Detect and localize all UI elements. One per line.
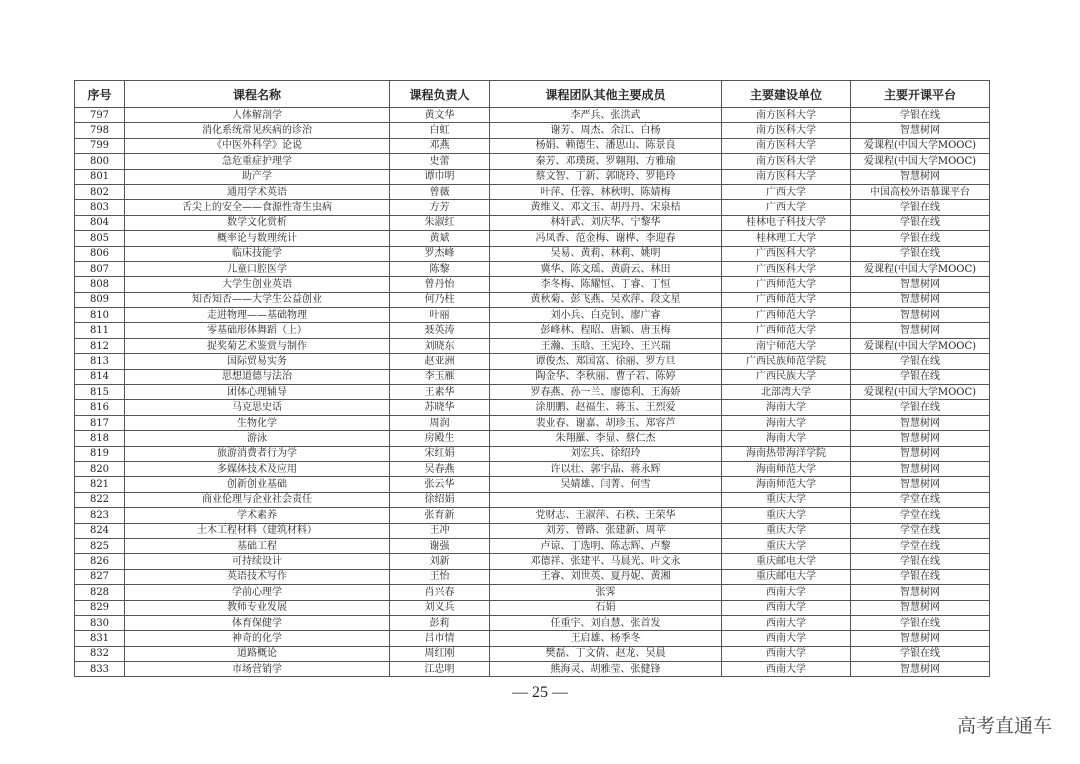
table-row	[75, 369, 990, 384]
cell-institution: 广西大学	[722, 184, 851, 199]
cell-index: 820	[75, 461, 125, 476]
cell-team-members: 罗春燕、孙一兰、廖德利、王海娇	[490, 385, 722, 400]
cell-institution: 海南大学	[722, 415, 851, 430]
cell-index: 812	[75, 338, 125, 353]
cell-course-name: 思想道德与法治	[125, 369, 390, 384]
cell-course-name: 助产学	[125, 169, 390, 184]
cell-platform: 学银在线	[851, 246, 990, 261]
cell-team-members: 王睿、刘世英、夏丹妮、黄湘	[490, 569, 722, 584]
cell-team-members: 冯凤香、范金梅、谢桦、李迎春	[490, 231, 722, 246]
table-row	[75, 508, 990, 523]
table-row	[75, 446, 990, 461]
cell-institution: 广西师范大学	[722, 323, 851, 338]
table-row	[75, 154, 990, 169]
cell-team-members: 许以壮、郭宇晶、蒋永辉	[490, 461, 722, 476]
cell-lead: 王冲	[390, 523, 490, 538]
cell-institution: 北部湾大学	[722, 385, 851, 400]
cell-platform: 学银在线	[851, 354, 990, 369]
table-row	[75, 385, 990, 400]
table-row	[75, 323, 990, 338]
header-course-name: 课程名称	[125, 81, 390, 108]
table-row	[75, 169, 990, 184]
cell-platform: 学堂在线	[851, 508, 990, 523]
cell-team-members: 石娟	[490, 600, 722, 615]
cell-institution: 南方医科大学	[722, 108, 851, 123]
cell-index: 825	[75, 538, 125, 553]
cell-lead: 王素华	[390, 385, 490, 400]
cell-index: 802	[75, 184, 125, 199]
cell-index: 809	[75, 292, 125, 307]
cell-team-members: 刘宏兵、徐绍玲	[490, 446, 722, 461]
table-row	[75, 308, 990, 323]
cell-lead: 何乃柱	[390, 292, 490, 307]
table-row	[75, 554, 990, 569]
cell-platform: 学堂在线	[851, 523, 990, 538]
table-row	[75, 338, 990, 353]
cell-team-members: 朱翔羅、李显、蔡仁杰	[490, 431, 722, 446]
table-row	[75, 215, 990, 230]
cell-institution: 海南大学	[722, 400, 851, 415]
cell-institution: 广西民族师范学院	[722, 354, 851, 369]
cell-index: 826	[75, 554, 125, 569]
table-row	[75, 184, 990, 199]
cell-course-name: 多媒体技术及应用	[125, 461, 390, 476]
cell-lead: 苏晓华	[390, 400, 490, 415]
cell-team-members: 谭俊杰、郑国富、徐丽、罗方旦	[490, 354, 722, 369]
cell-team-members: 叶萍、任蓉、林秋明、陈婧梅	[490, 184, 722, 199]
header-team-members: 课程团队其他主要成员	[490, 81, 722, 108]
cell-platform: 爱课程(中国大学MOOC)	[851, 261, 990, 276]
cell-institution: 重庆大学	[722, 492, 851, 507]
cell-index: 813	[75, 354, 125, 369]
table-header-row	[75, 81, 990, 108]
cell-team-members: 张霁	[490, 585, 722, 600]
cell-course-name: 通用学术英语	[125, 184, 390, 199]
cell-course-name: 生物化学	[125, 415, 390, 430]
cell-team-members	[490, 492, 722, 507]
cell-course-name: 知否知否——大学生公益创业	[125, 292, 390, 307]
cell-lead: 谭巾明	[390, 169, 490, 184]
cell-course-name: 舌尖上的安全——食源性寄生虫病	[125, 200, 390, 215]
cell-team-members: 黄秋菊、彭飞燕、吴欢萍、段文星	[490, 292, 722, 307]
table-row	[75, 123, 990, 138]
table-row	[75, 354, 990, 369]
cell-platform: 智慧树网	[851, 323, 990, 338]
cell-index: 799	[75, 138, 125, 153]
cell-lead: 肖兴春	[390, 585, 490, 600]
cell-platform: 爱课程(中国大学MOOC)	[851, 385, 990, 400]
header-lead: 课程负责人	[390, 81, 490, 108]
watermark: 高考直通车	[956, 715, 1052, 737]
cell-lead: 罗杰峰	[390, 246, 490, 261]
cell-lead: 刘新	[390, 554, 490, 569]
cell-lead: 张云华	[390, 477, 490, 492]
table-row	[75, 569, 990, 584]
table-row	[75, 415, 990, 430]
cell-platform: 学银在线	[851, 369, 990, 384]
cell-team-members: 李严兵、张洪武	[490, 108, 722, 123]
cell-platform: 学银在线	[851, 615, 990, 630]
cell-course-name: 英语技术写作	[125, 569, 390, 584]
cell-course-name: 商业伦理与企业社会责任	[125, 492, 390, 507]
cell-platform: 爱课程(中国大学MOOC)	[851, 138, 990, 153]
cell-course-name: 学术素养	[125, 508, 390, 523]
cell-institution: 西南大学	[722, 615, 851, 630]
cell-team-members: 涂朋鹏、赵福生、蒋玉、王烈爱	[490, 400, 722, 415]
cell-course-name: 团体心理辅导	[125, 385, 390, 400]
cell-platform: 学银在线	[851, 215, 990, 230]
cell-lead: 吕市情	[390, 631, 490, 646]
table-row	[75, 477, 990, 492]
cell-institution: 重庆大学	[722, 508, 851, 523]
cell-institution: 广西师范大学	[722, 292, 851, 307]
table-row	[75, 631, 990, 646]
cell-team-members: 黄维义、邓文玉、胡丹丹、宋泉桔	[490, 200, 722, 215]
cell-lead: 房殿生	[390, 431, 490, 446]
cell-course-name: 土木工程材料（建筑材料）	[125, 523, 390, 538]
cell-platform: 中国高校外语慕课平台	[851, 184, 990, 199]
table-row	[75, 431, 990, 446]
cell-index: 803	[75, 200, 125, 215]
cell-index: 807	[75, 261, 125, 276]
cell-lead: 周润	[390, 415, 490, 430]
cell-institution: 海南师范大学	[722, 461, 851, 476]
table-row	[75, 523, 990, 538]
cell-course-name: 基础工程	[125, 538, 390, 553]
cell-lead: 叶丽	[390, 308, 490, 323]
cell-lead: 江忠明	[390, 662, 490, 677]
cell-institution: 广西师范大学	[722, 308, 851, 323]
cell-institution: 南方医科大学	[722, 123, 851, 138]
cell-platform: 智慧树网	[851, 662, 990, 677]
table-body	[75, 108, 990, 677]
cell-index: 814	[75, 369, 125, 384]
cell-institution: 广西大学	[722, 200, 851, 215]
cell-course-name: 游泳	[125, 431, 390, 446]
cell-team-members: 任重宇、刘自慧、张首发	[490, 615, 722, 630]
cell-team-members: 冀华、陈文瑶、黄蔚云、林田	[490, 261, 722, 276]
cell-institution: 南方医科大学	[722, 154, 851, 169]
table-row	[75, 138, 990, 153]
header-index: 序号	[75, 81, 125, 108]
cell-index: 800	[75, 154, 125, 169]
cell-platform: 智慧树网	[851, 461, 990, 476]
cell-team-members: 秦芳、邓璞斑、罗翱翔、方雅瑜	[490, 154, 722, 169]
cell-platform: 智慧树网	[851, 600, 990, 615]
cell-course-name: 《中医外科学》论说	[125, 138, 390, 153]
cell-team-members: 刘小兵、白克钊、廖广睿	[490, 308, 722, 323]
table-row	[75, 400, 990, 415]
cell-team-members: 杨娟、赖德生、潘思山、陈景良	[490, 138, 722, 153]
cell-lead: 白虹	[390, 123, 490, 138]
cell-course-name: 走进物理——基础物理	[125, 308, 390, 323]
table-row	[75, 538, 990, 553]
table-row	[75, 261, 990, 276]
cell-index: 821	[75, 477, 125, 492]
cell-platform: 智慧树网	[851, 415, 990, 430]
cell-lead: 彭莉	[390, 615, 490, 630]
cell-team-members: 蔡文智、丁新、郭晓玲、罗艳玲	[490, 169, 722, 184]
cell-platform: 智慧树网	[851, 431, 990, 446]
cell-platform: 爱课程(中国大学MOOC)	[851, 154, 990, 169]
cell-course-name: 学前心理学	[125, 585, 390, 600]
cell-index: 832	[75, 646, 125, 661]
cell-institution: 广西师范大学	[722, 277, 851, 292]
cell-lead: 黄文华	[390, 108, 490, 123]
cell-institution: 桂林电子科技大学	[722, 215, 851, 230]
cell-lead: 赵亚洲	[390, 354, 490, 369]
cell-course-name: 旅游消费者行为学	[125, 446, 390, 461]
cell-institution: 海南师范大学	[722, 477, 851, 492]
cell-platform: 学银在线	[851, 200, 990, 215]
cell-course-name: 可持续设计	[125, 554, 390, 569]
cell-platform: 学银在线	[851, 108, 990, 123]
cell-institution: 南宁师范大学	[722, 338, 851, 353]
cell-lead: 聂英涛	[390, 323, 490, 338]
cell-lead: 吴春燕	[390, 461, 490, 476]
cell-institution: 西南大学	[722, 646, 851, 661]
cell-course-name: 临床技能学	[125, 246, 390, 261]
cell-team-members: 王瀚、玉晗、王宪玲、王兴瑞	[490, 338, 722, 353]
cell-platform: 智慧树网	[851, 123, 990, 138]
cell-platform: 学堂在线	[851, 538, 990, 553]
cell-lead: 曾薇	[390, 184, 490, 199]
cell-index: 819	[75, 446, 125, 461]
cell-lead: 刘晓东	[390, 338, 490, 353]
cell-platform: 智慧树网	[851, 585, 990, 600]
table-row	[75, 646, 990, 661]
cell-team-members: 刘芳、曾路、张建新、周苹	[490, 523, 722, 538]
cell-course-name: 人体解剖学	[125, 108, 390, 123]
cell-course-name: 儿童口腔医学	[125, 261, 390, 276]
cell-team-members: 樊磊、丁文倩、赵龙、吴晨	[490, 646, 722, 661]
cell-lead: 朱淑红	[390, 215, 490, 230]
cell-team-members: 彭峰林、程昭、唐颖、唐玉梅	[490, 323, 722, 338]
cell-institution: 海南大学	[722, 431, 851, 446]
cell-institution: 海南热带海洋学院	[722, 446, 851, 461]
table-row	[75, 662, 990, 677]
header-platform: 主要开课平台	[851, 81, 990, 108]
cell-team-members: 卢谅、丁选明、陈志辉、卢黎	[490, 538, 722, 553]
cell-index: 827	[75, 569, 125, 584]
cell-team-members: 李冬梅、陈耀恒、丁睿、丁恒	[490, 277, 722, 292]
cell-index: 804	[75, 215, 125, 230]
cell-course-name: 创新创业基础	[125, 477, 390, 492]
table-row	[75, 615, 990, 630]
header-institution: 主要建设单位	[722, 81, 851, 108]
cell-platform: 学银在线	[851, 554, 990, 569]
cell-lead: 周红刚	[390, 646, 490, 661]
cell-institution: 重庆大学	[722, 523, 851, 538]
cell-lead: 王怡	[390, 569, 490, 584]
cell-institution: 西南大学	[722, 585, 851, 600]
table-row	[75, 246, 990, 261]
cell-platform: 学银在线	[851, 400, 990, 415]
cell-lead: 方芳	[390, 200, 490, 215]
cell-platform: 智慧树网	[851, 631, 990, 646]
cell-team-members: 裴业春、谢嘉、胡珍玉、郑容芦	[490, 415, 722, 430]
cell-lead: 宋红娟	[390, 446, 490, 461]
cell-course-name: 数学文化赏析	[125, 215, 390, 230]
cell-platform: 学银在线	[851, 569, 990, 584]
cell-lead: 谢强	[390, 538, 490, 553]
table-row	[75, 200, 990, 215]
cell-index: 801	[75, 169, 125, 184]
cell-lead: 刘义兵	[390, 600, 490, 615]
cell-institution: 南方医科大学	[722, 138, 851, 153]
cell-institution: 重庆邮电大学	[722, 554, 851, 569]
cell-course-name: 国际贸易实务	[125, 354, 390, 369]
cell-index: 806	[75, 246, 125, 261]
cell-team-members: 党财志、王淑萍、石秩、王荣华	[490, 508, 722, 523]
cell-lead: 李玉雁	[390, 369, 490, 384]
cell-index: 828	[75, 585, 125, 600]
cell-course-name: 道路概论	[125, 646, 390, 661]
cell-index: 810	[75, 308, 125, 323]
cell-platform: 智慧树网	[851, 169, 990, 184]
page-number: — 25 —	[512, 684, 568, 701]
cell-team-members: 林轩武、刘庆华、宁黎华	[490, 215, 722, 230]
course-table	[74, 80, 990, 677]
cell-lead: 徐绍娟	[390, 492, 490, 507]
cell-index: 818	[75, 431, 125, 446]
cell-institution: 广西医科大学	[722, 246, 851, 261]
cell-team-members: 熊海灵、胡雅莹、张健锋	[490, 662, 722, 677]
cell-course-name: 教师专业发展	[125, 600, 390, 615]
cell-course-name: 消化系统常见疾病的诊治	[125, 123, 390, 138]
cell-team-members: 陶金华、李秋丽、曹子若、陈婷	[490, 369, 722, 384]
cell-platform: 学银在线	[851, 646, 990, 661]
cell-institution: 南方医科大学	[722, 169, 851, 184]
cell-index: 805	[75, 231, 125, 246]
cell-institution: 广西医科大学	[722, 261, 851, 276]
cell-index: 824	[75, 523, 125, 538]
cell-course-name: 神奇的化学	[125, 631, 390, 646]
cell-index: 808	[75, 277, 125, 292]
table-row	[75, 461, 990, 476]
cell-index: 817	[75, 415, 125, 430]
cell-institution: 西南大学	[722, 631, 851, 646]
cell-institution: 重庆大学	[722, 538, 851, 553]
table-row	[75, 108, 990, 123]
cell-team-members: 邓德祥、张建平、马晨光、叶文永	[490, 554, 722, 569]
cell-platform: 智慧树网	[851, 277, 990, 292]
cell-index: 816	[75, 400, 125, 415]
cell-course-name: 马克思史话	[125, 400, 390, 415]
cell-lead: 陈黎	[390, 261, 490, 276]
cell-index: 797	[75, 108, 125, 123]
cell-platform: 智慧树网	[851, 446, 990, 461]
cell-index: 815	[75, 385, 125, 400]
table-row	[75, 585, 990, 600]
cell-index: 822	[75, 492, 125, 507]
cell-course-name: 大学生创业英语	[125, 277, 390, 292]
cell-index: 811	[75, 323, 125, 338]
cell-lead: 黄斌	[390, 231, 490, 246]
table-row	[75, 492, 990, 507]
table-row	[75, 231, 990, 246]
cell-index: 829	[75, 600, 125, 615]
cell-institution: 桂林理工大学	[722, 231, 851, 246]
cell-index: 830	[75, 615, 125, 630]
cell-course-name: 零基础形体舞蹈（上）	[125, 323, 390, 338]
cell-lead: 张育新	[390, 508, 490, 523]
cell-institution: 广西民族大学	[722, 369, 851, 384]
cell-course-name: 捉奖菊艺术鉴赏与制作	[125, 338, 390, 353]
table-row	[75, 292, 990, 307]
cell-team-members: 吴婧雄、闫菁、何雪	[490, 477, 722, 492]
cell-lead: 邓燕	[390, 138, 490, 153]
table-row	[75, 277, 990, 292]
cell-index: 798	[75, 123, 125, 138]
cell-course-name: 急危重症护理学	[125, 154, 390, 169]
cell-institution: 重庆邮电大学	[722, 569, 851, 584]
cell-lead: 史蕾	[390, 154, 490, 169]
table-row	[75, 600, 990, 615]
cell-platform: 学银在线	[851, 231, 990, 246]
cell-course-name: 体育保健学	[125, 615, 390, 630]
cell-index: 833	[75, 662, 125, 677]
cell-course-name: 概率论与数理统计	[125, 231, 390, 246]
cell-index: 831	[75, 631, 125, 646]
cell-platform: 爱课程(中国大学MOOC)	[851, 338, 990, 353]
cell-index: 823	[75, 508, 125, 523]
cell-team-members: 吴易、黄莉、林莉、姚明	[490, 246, 722, 261]
cell-platform: 学堂在线	[851, 492, 990, 507]
cell-platform: 智慧树网	[851, 292, 990, 307]
cell-platform: 智慧树网	[851, 477, 990, 492]
cell-team-members: 谢芳、周杰、余江、白杨	[490, 123, 722, 138]
cell-team-members: 王启雄、杨季冬	[490, 631, 722, 646]
cell-platform: 智慧树网	[851, 308, 990, 323]
cell-institution: 西南大学	[722, 662, 851, 677]
cell-lead: 曾丹怡	[390, 277, 490, 292]
cell-institution: 西南大学	[722, 600, 851, 615]
cell-course-name: 市场营销学	[125, 662, 390, 677]
